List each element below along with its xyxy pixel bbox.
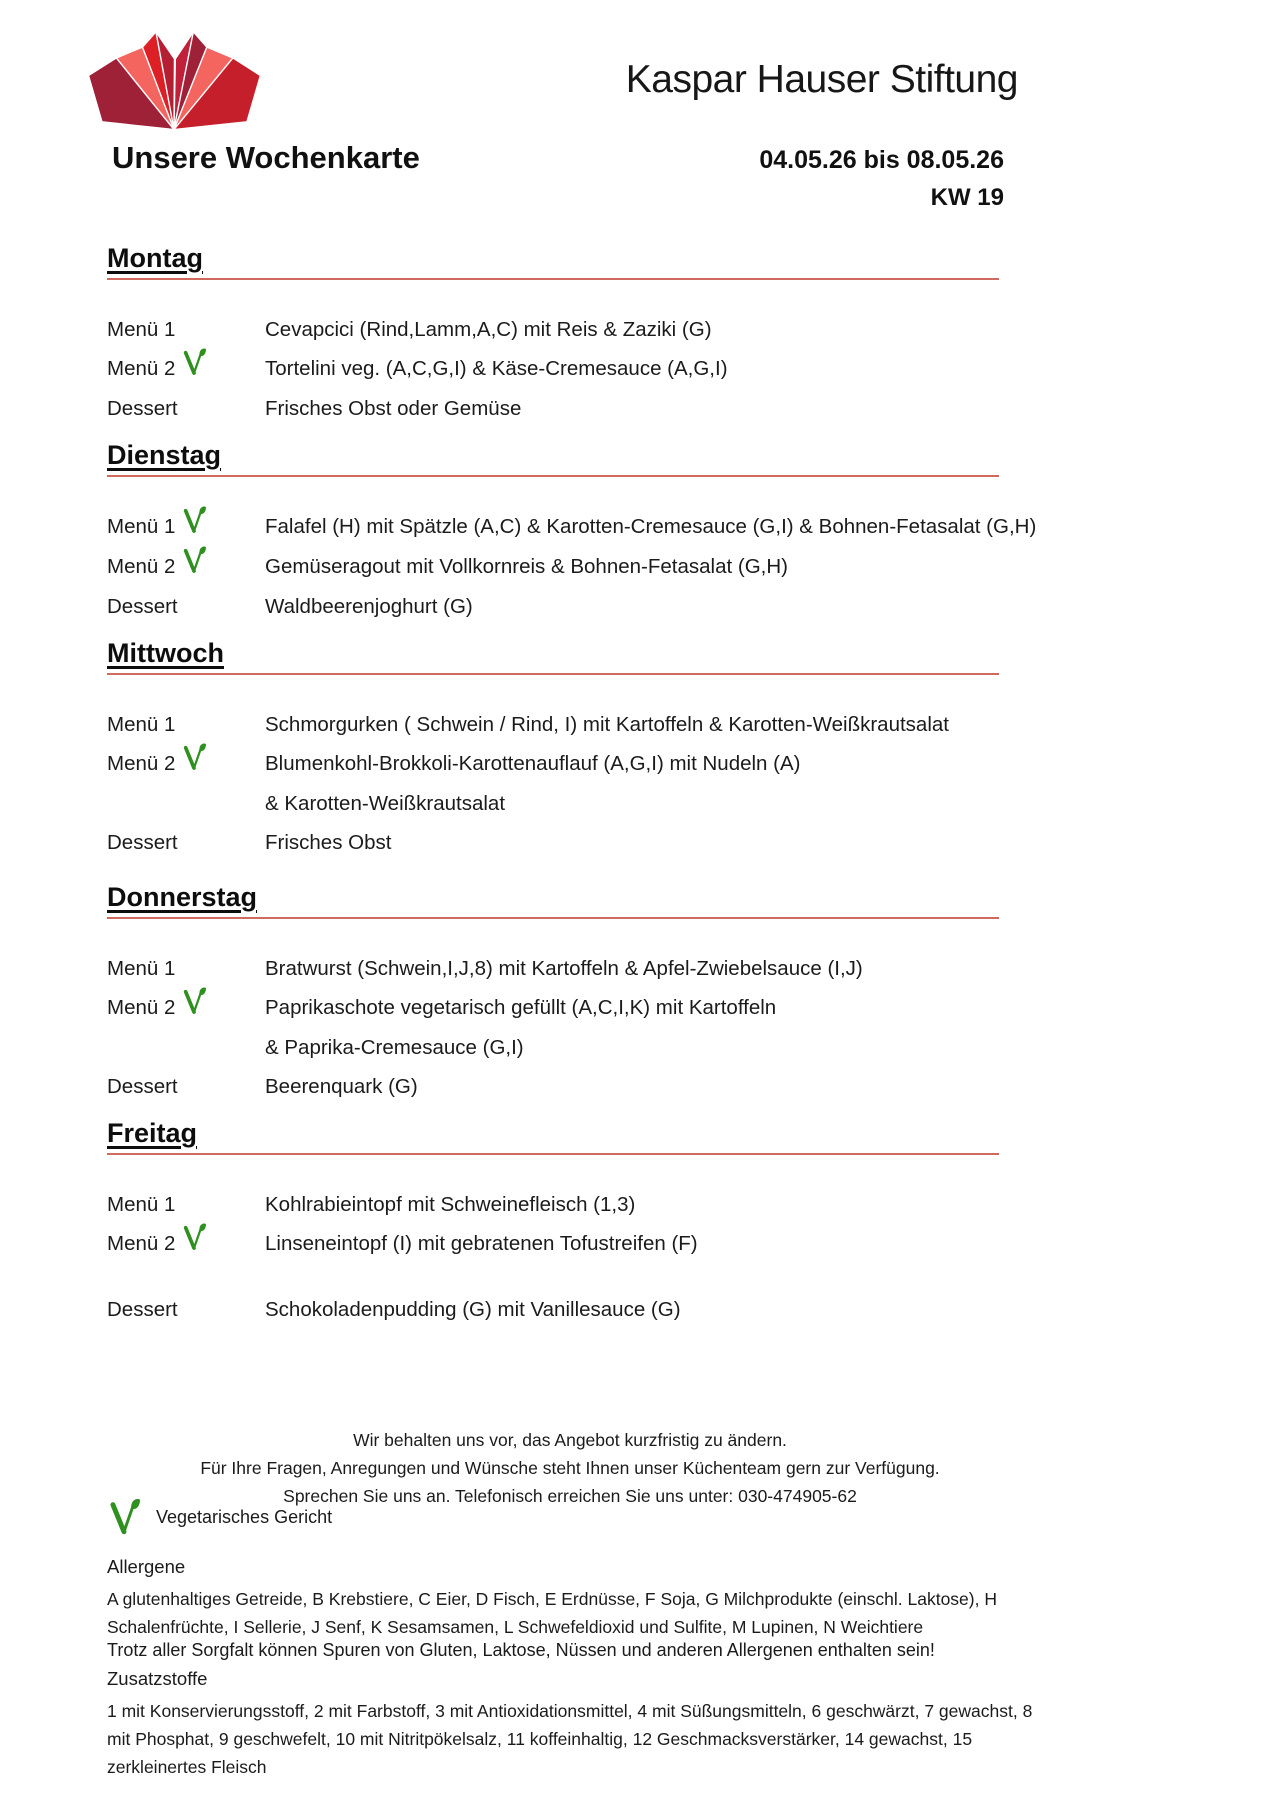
allergens-note: Trotz aller Sorgfalt können Spuren von Gluten, Laktose, Nüssen und anderen Allergenen enthalten sein! bbox=[107, 1640, 935, 1660]
menu-label-cell bbox=[107, 1191, 265, 1218]
menu-label-cell bbox=[107, 1230, 265, 1258]
day-heading bbox=[107, 243, 999, 280]
menu-label: Menü 1 bbox=[107, 1193, 176, 1216]
menu-label-cell bbox=[107, 750, 265, 778]
day-heading bbox=[107, 882, 999, 919]
day-name: Montag bbox=[107, 243, 203, 273]
kaspar-hauser-logo-icon bbox=[84, 26, 264, 134]
dish-text: Linseneintopf (I) mit gebratenen Tofustreifen (F) bbox=[265, 1232, 698, 1255]
menu-label: Dessert bbox=[107, 1075, 178, 1098]
menu-row bbox=[107, 955, 999, 982]
vegetarian-legend bbox=[108, 1498, 332, 1536]
menu-label: Dessert bbox=[107, 1298, 178, 1321]
dish-text: Bratwurst (Schwein,I,J,8) mit Kartoffeln & Apfel-Zwiebelsauce (I,J) bbox=[265, 957, 863, 980]
note-line: Für Ihre Fragen, Anregungen und Wünsche steht Ihnen unser Küchenteam gern zur Verfügung. bbox=[200, 1458, 940, 1478]
day-section-freitag bbox=[107, 1118, 999, 1323]
day-heading bbox=[107, 1118, 999, 1155]
menu-label: Dessert bbox=[107, 397, 178, 420]
menu-label-cell bbox=[107, 829, 265, 856]
dish-text-continuation: & Karotten-Weißkrautsalat bbox=[265, 792, 506, 815]
menu-row bbox=[107, 750, 999, 778]
allergens-heading: Allergene bbox=[107, 1556, 186, 1577]
dish-text: Schokoladenpudding (G) mit Vanillesauce (G) bbox=[265, 1298, 681, 1321]
note-line: Wir behalten uns vor, das Angebot kurzfristig zu ändern. bbox=[353, 1430, 787, 1450]
menu-row bbox=[107, 994, 999, 1022]
menu-label-cell bbox=[107, 513, 265, 541]
vegetarian-icon bbox=[108, 1498, 140, 1536]
vegetarian-icon bbox=[182, 348, 206, 376]
vegetarian-legend-label: Vegetarisches Gericht bbox=[156, 1506, 333, 1527]
menu-label: Dessert bbox=[107, 595, 178, 618]
week-date-range: 04.05.26 bis 08.05.26 bbox=[759, 146, 1004, 174]
day-heading bbox=[107, 440, 999, 477]
vegetarian-icon bbox=[182, 506, 206, 534]
day-name: Donnerstag bbox=[107, 882, 258, 912]
menu-label: Menü 2 bbox=[107, 1232, 176, 1255]
dish-text: Paprikaschote vegetarisch gefüllt (A,C,I,K) mit Kartoffeln bbox=[265, 996, 777, 1019]
menu-label-cell bbox=[107, 395, 265, 422]
menu-row-continuation bbox=[107, 790, 999, 817]
vegetarian-icon bbox=[182, 546, 206, 574]
menu-row bbox=[107, 829, 999, 856]
allergens-list: A glutenhaltiges Getreide, B Krebstiere, C Eier, D Fisch, E Erdnüsse, F Soja, G Milchprodukte (einschl. Laktose), H Schalenfrüchte, I Sellerie, J Senf, K Sesamsamen, L Schwefeldioxid und Sulfite, M Lupinen, N Weichtiere bbox=[107, 1589, 997, 1637]
page-title: Unsere Wochenkarte bbox=[112, 140, 420, 175]
dish-text: Schmorgurken ( Schwein / Rind, I) mit Kartoffeln & Karotten-Weißkrautsalat bbox=[265, 713, 949, 736]
menu-label: Menü 2 bbox=[107, 996, 176, 1019]
additives-heading: Zusatzstoffe bbox=[107, 1668, 208, 1689]
menu-label: Menü 1 bbox=[107, 515, 176, 538]
additives-list: 1 mit Konservierungsstoff, 2 mit Farbstoff, 3 mit Antioxidationsmittel, 4 mit Süßungsmitteln, 6 geschwärzt, 7 gewachst, 8 mit Phosphat, 9 geschwefelt, 10 mit Nitritpökelsalz, 11 koffeinhaltig, 12 Geschmacksverstärker, 14 gewachst, 15 zerkleinertes Fleisch bbox=[107, 1701, 1033, 1777]
menu-label-cell bbox=[107, 316, 265, 343]
menu-label-cell bbox=[107, 1296, 265, 1323]
dish-text: Blumenkohl-Brokkoli-Karottenauflauf (A,G,I) mit Nudeln (A) bbox=[265, 752, 801, 775]
menu-label-cell bbox=[107, 355, 265, 383]
menu-row bbox=[107, 1073, 999, 1100]
day-section-donnerstag bbox=[107, 882, 999, 1100]
day-name: Freitag bbox=[107, 1118, 198, 1148]
day-name: Dienstag bbox=[107, 440, 222, 470]
vegetarian-icon bbox=[182, 743, 206, 771]
menu-label: Menü 2 bbox=[107, 752, 176, 775]
organization-name: Kaspar Hauser Stiftung bbox=[625, 58, 1018, 101]
dish-text: Tortelini veg. (A,C,G,I) & Käse-Cremesauce (A,G,I) bbox=[265, 357, 728, 380]
menu-row bbox=[107, 711, 999, 738]
menu-row-continuation bbox=[107, 1034, 999, 1061]
menu-row bbox=[107, 316, 999, 343]
menu-label: Menü 1 bbox=[107, 318, 176, 341]
dish-text-continuation: & Paprika-Cremesauce (G,I) bbox=[265, 1036, 524, 1059]
menu-label: Menü 2 bbox=[107, 555, 176, 578]
menu-label: Menü 1 bbox=[107, 957, 176, 980]
menu-row bbox=[107, 1191, 999, 1218]
menu-row bbox=[107, 593, 999, 620]
menu-row bbox=[107, 395, 999, 422]
menu-row bbox=[107, 1296, 999, 1323]
day-section-dienstag bbox=[107, 440, 1037, 620]
day-heading bbox=[107, 638, 999, 675]
dish-text: Waldbeerenjoghurt (G) bbox=[265, 595, 473, 618]
menu-label-cell bbox=[107, 711, 265, 738]
menu-label-cell bbox=[107, 994, 265, 1022]
weekly-menu bbox=[107, 243, 1037, 1341]
dish-text: Frisches Obst oder Gemüse bbox=[265, 397, 522, 420]
menu-label-cell bbox=[107, 593, 265, 620]
dish-text: Cevapcici (Rind,Lamm,A,C) mit Reis & Zaziki (G) bbox=[265, 318, 712, 341]
menu-label: Menü 1 bbox=[107, 713, 176, 736]
menu-label-cell bbox=[107, 955, 265, 982]
note-line: Sprechen Sie uns an. Telefonisch erreichen Sie uns unter: 030-474905-62 bbox=[283, 1486, 857, 1506]
vegetarian-icon bbox=[182, 987, 206, 1015]
dish-text: Frisches Obst bbox=[265, 831, 392, 854]
vegetarian-icon bbox=[182, 1223, 206, 1251]
dish-text: Beerenquark (G) bbox=[265, 1075, 418, 1098]
menu-label: Menü 2 bbox=[107, 357, 176, 380]
calendar-week: KW 19 bbox=[930, 184, 1004, 211]
menu-label-cell bbox=[107, 1073, 265, 1100]
day-section-mittwoch bbox=[107, 638, 999, 856]
dish-text: Falafel (H) mit Spätzle (A,C) & Karotten-Cremesauce (G,I) & Bohnen-Fetasalat (G,H) bbox=[265, 515, 1037, 538]
menu-row bbox=[107, 513, 1037, 541]
menu-row bbox=[107, 355, 999, 383]
day-name: Mittwoch bbox=[107, 638, 224, 668]
dish-text: Kohlrabieintopf mit Schweinefleisch (1,3) bbox=[265, 1193, 636, 1216]
menu-row bbox=[107, 553, 999, 581]
dish-text: Gemüseragout mit Vollkornreis & Bohnen-Fetasalat (G,H) bbox=[265, 555, 788, 578]
menu-label-cell bbox=[107, 553, 265, 581]
menu-label: Dessert bbox=[107, 831, 178, 854]
menu-row bbox=[107, 1230, 999, 1258]
day-section-montag bbox=[107, 243, 999, 422]
